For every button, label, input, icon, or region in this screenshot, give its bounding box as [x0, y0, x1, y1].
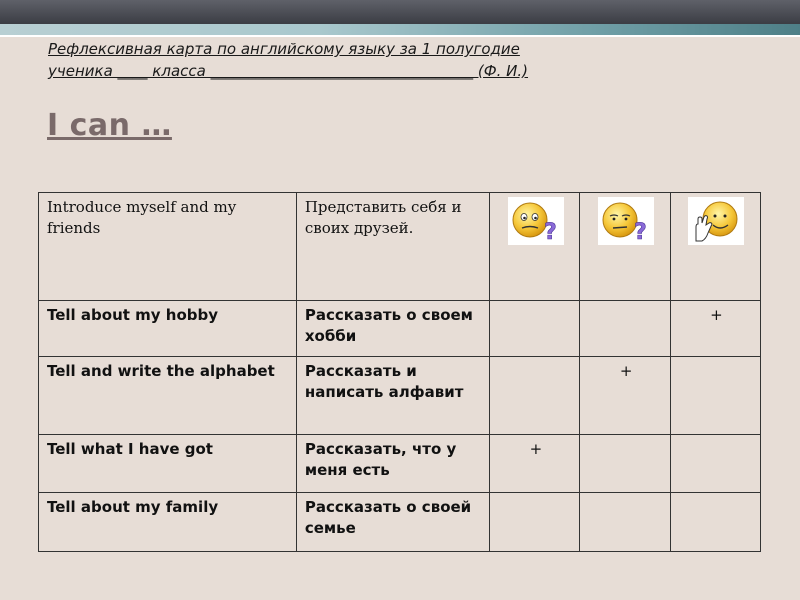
skill-russian: Рассказать о своем хобби: [296, 301, 489, 357]
mark-cell: [490, 301, 580, 357]
svg-text:?: ?: [634, 220, 647, 245]
svg-text:?: ?: [543, 220, 557, 245]
table-row: [39, 493, 761, 552]
skill-russian: Рассказать о своей семье: [296, 493, 489, 552]
page-title: I can …: [47, 108, 172, 143]
skill-russian: Представить себя и своих друзей.: [296, 193, 489, 301]
mark-cell: [580, 301, 670, 357]
confused-face-question-icon: [508, 197, 564, 245]
skill-english: Tell what I have got: [39, 435, 297, 493]
heading-line-2: ученика ____ класса ___________________________________ (Ф. И.): [48, 62, 529, 80]
skill-english: Tell about my family: [39, 493, 297, 552]
document-heading: [48, 38, 748, 82]
mark-cell: [670, 357, 760, 435]
skill-english: Tell about my hobby: [39, 301, 297, 357]
mark-cell: [580, 435, 670, 493]
waving-face-icon: [688, 197, 744, 245]
mark-cell: +: [670, 301, 760, 357]
mark-cell: [490, 357, 580, 435]
table-row: [39, 357, 761, 435]
face-cell: [670, 193, 760, 301]
skill-english: Tell and write the alphabet: [39, 357, 297, 435]
mark-cell: +: [580, 357, 670, 435]
table-row: [39, 435, 761, 493]
heading-line-1: Рефлексивная карта по английскому языку за 1 полугодие: [48, 40, 520, 58]
mark-cell: +: [490, 435, 580, 493]
mark-cell: [670, 493, 760, 552]
mark-cell: [490, 493, 580, 552]
skill-russian: Рассказать, что у меня есть: [296, 435, 489, 493]
reflection-table: [38, 192, 761, 552]
doubtful-face-question-icon: [598, 197, 654, 245]
table-row: [39, 301, 761, 357]
accent-divider: [0, 35, 800, 37]
face-cell: [490, 193, 580, 301]
mark-cell: [670, 435, 760, 493]
skill-english: Introduce myself and my friends: [39, 193, 297, 301]
skill-russian: Рассказать и написать алфавит: [296, 357, 489, 435]
top-banner: [0, 0, 800, 24]
table-row: [39, 193, 761, 301]
accent-stripe: [0, 24, 800, 35]
face-cell: [580, 193, 670, 301]
mark-cell: [580, 493, 670, 552]
